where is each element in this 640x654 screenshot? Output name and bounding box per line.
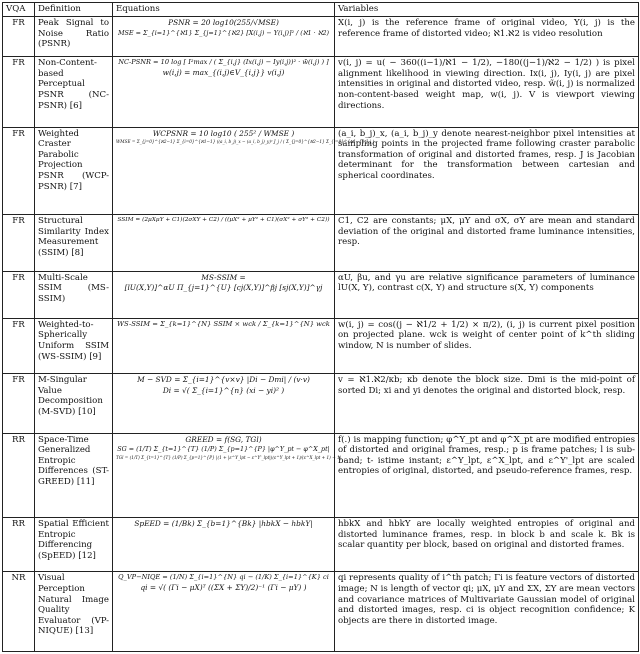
- vqa-type-cell: RR: [3, 433, 35, 518]
- vqa-type-cell: NR: [3, 572, 35, 652]
- equation-line: GREED = f(SG, TGl): [185, 434, 262, 444]
- equation-line: w(i,j) = max_{(i,j)∈V_{i,j}} v(i,j): [162, 67, 285, 77]
- equation-line: PSNR = 20 log10(255/√MSE): [168, 18, 279, 27]
- definition-cell: Peak Signal to Noise Ratio (PSNR): [35, 17, 113, 57]
- equation-line: WS-SSIM = Σ_{k=1}^{N} SSIM × wck / Σ_{k=1}^{N} wck: [117, 319, 330, 328]
- equation-line: qi = √( (Γi − μX)ᵀ ((ΣX + ΣY)/2)⁻¹ (Γi − μY) ): [140, 582, 307, 592]
- table-row: [3, 215, 639, 271]
- definition-cell: Weighted Craster Parabolic Projection PSNR (WCP-PSNR) [7]: [35, 127, 113, 215]
- variables-cell: v(i, j) = u( − 360((i−1)/ℵ1 − 1/2), −180((j−1)/ℵ2 − 1/2) ) is pixel alignment likelihood in viewing direction. Ix(i, j), Iy(i, j) are pixel intensities in original and distorted video, resp. w̃(i, j) is normalized non-content-based weight map, w(i, j). V is viewport viewing directions.: [335, 57, 639, 127]
- definition-cell: Structural Similarity Index Measurement (SSIM) [8]: [35, 215, 113, 271]
- equation-line: WCPSNR = 10 log10 ( 255² / WMSE ): [152, 128, 295, 138]
- equation-line: SG = (1/T) Σ_{t=1}^{T} (1/P) Σ_{p=1}^{P} |φ^Y_pt − φ^X_pt|: [117, 445, 330, 454]
- equation-line: M − SVD = Σ_{i=1}^{v×v} |Di − Dmi| / (v·v): [137, 375, 310, 385]
- equations-cell: [113, 271, 335, 318]
- vqa-type-cell: FR: [3, 127, 35, 215]
- equations-cell: [113, 17, 335, 57]
- table-row: [3, 433, 639, 518]
- equation-line: MSE = Σ_{i=1}^{ℵ1} Σ_{j=1}^{ℵ2} [X(i,j) − Y(i,j)]² / (ℵ1 · ℵ2): [117, 28, 330, 37]
- definition-cell: Weighted-to-Spherically Uniform SSIM (WS-SSIM) [9]: [35, 318, 113, 373]
- comparison-table: [2, 2, 639, 652]
- equation-line: TGl = (1/T) Σ_{t=1}^{T} (1/P) Σ_{p=1}^{P} |(1 + |ε^Y_lpt − ε^Y'_lpt|)(ε^Y_lpt + 1)/(ε^X_lpt + 1) − 1|: [116, 454, 342, 460]
- definition-cell: Space-Time Generalized Entropic Differences (ST-GREED) [11]: [35, 433, 113, 518]
- equations-cell: [113, 57, 335, 127]
- header-row: [3, 3, 639, 17]
- equations-cell: [113, 374, 335, 433]
- variables-cell: αU, βu, and γu are relative significance parameters of luminance lU(X, Y), contrast c(X, Y) and structure s(X, Y) components: [335, 271, 639, 318]
- vqa-type-cell: FR: [3, 215, 35, 271]
- table-row: [3, 374, 639, 433]
- equation-line: Q_VP−NIQE = (1/N) Σ_{i=1}^{N} qi − (1/K) Σ_{i=1}^{K} ci: [118, 573, 329, 582]
- variables-cell: v = ℵ1.ℵ2/κb; κb denote the block size. Dmi is the mid-point of sorted Di; xi and yi denotes the original and distorted block, resp.: [335, 374, 639, 433]
- vqa-type-cell: RR: [3, 518, 35, 572]
- equation-line: NC-PSNR = 10 log [ I²max / ( Σ_{i,j} (Ix(i,j) − Iy(i,j))² · w̃(i,j) ) ]: [118, 58, 329, 67]
- table-row: [3, 57, 639, 127]
- table-body: [3, 17, 639, 652]
- definition-cell: Spatial Efficient Entropic Differencing (SpEED) [12]: [35, 518, 113, 572]
- vqa-type-cell: FR: [3, 271, 35, 318]
- table-row: [3, 271, 639, 318]
- variables-cell: X(i, j) is the reference frame of original video, Y(i, j) is the reference frame of distorted video; ℵ1.ℵ2 is video resolution: [335, 17, 639, 57]
- table-row: [3, 127, 639, 215]
- vqa-type-cell: FR: [3, 17, 35, 57]
- variables-cell: hbkX and hbkY are locally weighted entropies of original and distorted luminance frames, resp. in block b and scale k. Bk is scalar quantity per block, based on original and distorted frames.: [335, 518, 639, 572]
- equation-line: MS-SSIM =: [201, 272, 246, 282]
- equations-cell: [113, 518, 335, 572]
- equations-cell: [113, 318, 335, 373]
- variables-cell: C1, C2 are constants; μX, μY and σX, σY are mean and standard deviation of the original and distorted frame luminance intensities, resp.: [335, 215, 639, 271]
- header-definition: Definition: [35, 3, 113, 17]
- definition-cell: Visual Perception Natural Image Quality Evaluator (VP-NIQUE) [13]: [35, 572, 113, 652]
- equations-cell: [113, 215, 335, 271]
- equation-line: WMSE = Σ_{j=0}^{ℵ2−1} Σ_{i=0}^{ℵ1−1} ((a_i, b_j)_x − (a_i, b_j)_y)² J_j / ( Σ_{j=0}^{ℵ2−1} Σ_{i=0}^{ℵ1−1} J_j ): [116, 139, 375, 145]
- table-row: [3, 318, 639, 373]
- equation-line: Di = √( Σ_{i=1}^{n} (xi − yi)² ): [162, 385, 285, 395]
- variables-cell: w(i, j) = cos((j − ℵ1/2 + 1/2) × π/2), (i, j) is current pixel position on projected plane. wck is weight of center point of k^th sliding window, N is number of slides.: [335, 318, 639, 373]
- equations-cell: [113, 127, 375, 215]
- table-row: [3, 17, 639, 57]
- variables-cell: qi represents quality of i^th patch; Γi is feature vectors of distorted image; N is length of vector qi; μX, μY and ΣX, ΣY are mean vectors and covariance matrices of Multivariate Gaussian model of original and distorted images, resp. ci is object recognition confidence; K objects are there in distorted image.: [335, 572, 639, 652]
- table-header: [3, 3, 639, 17]
- header-variables: Variables: [335, 3, 639, 17]
- header-equations: Equations: [113, 3, 335, 17]
- definition-cell: M-Singular Value Decomposition (M-SVD) [10]: [35, 374, 113, 433]
- variables-cell: f(.) is mapping function; φ^Y_pt and φ^X_pt are modified entropies of distorted and original frames, resp.; p is frame patches; l is sub-band; t- istime instant; ε^Y_lpt, ε^X_lpt, and ε^Y'_lpt are scaled entropies of original, distorted, and pseudo-reference frames, resp.: [335, 433, 639, 518]
- definition-cell: Multi-Scale SSIM (MS-SSIM): [35, 271, 113, 318]
- equation-line: SpEED = (1/Bk) Σ_{b=1}^{Bk} |hbkX − hbkY|: [134, 519, 313, 529]
- table-row: [3, 518, 639, 572]
- header-vqa: VQA: [3, 3, 35, 17]
- equation-line: SSIM = (2μXμY + C1)(2σXY + C2) / ((μX² + μY² + C1)(σX² + σY² + C2)): [117, 217, 330, 224]
- equations-cell: [113, 572, 335, 652]
- vqa-type-cell: FR: [3, 374, 35, 433]
- equation-line: [lU(X,Y)]^αU Π_{j=1}^{U} [cj(X,Y)]^βj [sj(X,Y)]^γj: [124, 283, 323, 293]
- variables-cell: (a_i, b_j)_x, (a_i, b_j)_y denote nearest-neighbor pixel intensities at sampling points in the projected frame following craster parabolic transformation of original and distorted frames, resp. J is Jacobian determinant for the transformation between cartesian and spherical coordinates.: [335, 127, 639, 215]
- table-row: [3, 572, 639, 652]
- vqa-type-cell: FR: [3, 318, 35, 373]
- equations-cell: [113, 433, 342, 518]
- vqa-type-cell: FR: [3, 57, 35, 127]
- definition-cell: Non-Content-based Perceptual PSNR (NC-PSNR) [6]: [35, 57, 113, 127]
